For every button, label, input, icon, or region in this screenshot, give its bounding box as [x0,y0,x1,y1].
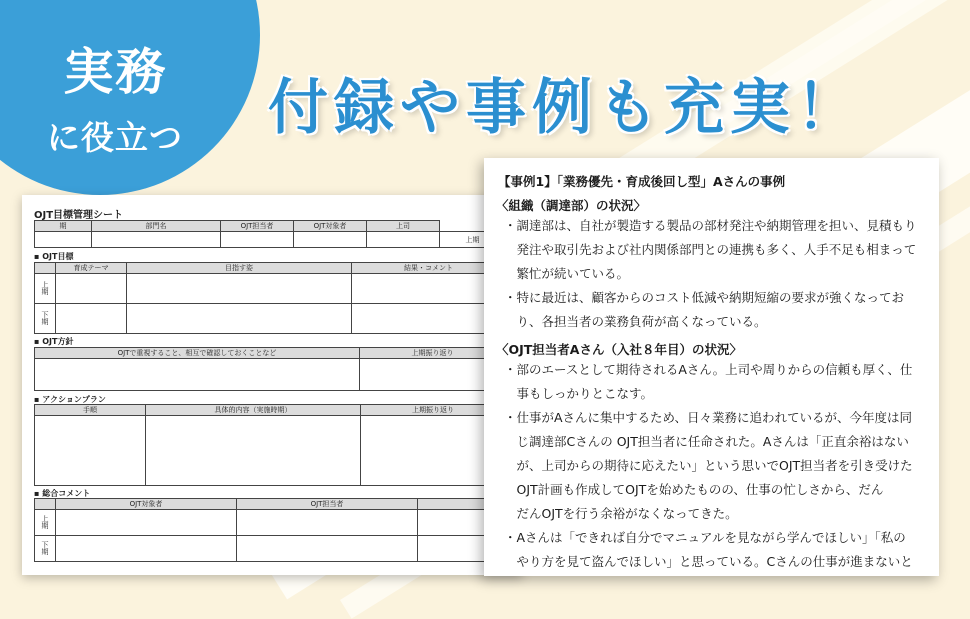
policy-section-title: ▪ OJT方針 [34,337,74,346]
case-title: 【事例1】「業務優先・育成後回し型」Aさんの事例 [498,174,786,189]
case-line: り、各担当者の業務負荷が高くなっている。 [504,314,767,329]
dept-header: 部門名 [92,221,221,232]
action-table [34,404,506,486]
boss-header: 上司 [367,221,440,232]
case-line: やり方を見て盗んでほしい」と思っている。Cさんの仕事が進まないと [504,554,913,569]
case-line: 発注や取引先および社内関係部門との連携も多く、人手不足も相まって [504,242,917,257]
summary-table [34,498,506,562]
case-study-page [484,158,939,576]
badge-title: 実務 [63,43,168,101]
policy-review-header: 上期振り返り [360,348,506,359]
leader-status-heading: 〈OJT担当者Aさん（入社８年目）の状況〉 [496,342,742,357]
result-header: 結果・コメント [352,263,506,274]
row-second-half: 下期 [41,310,49,325]
case-line: 繁忙が続いている。 [504,266,630,281]
case-line: 事もしっかりとこなす。 [504,386,654,401]
ojt-target-header: OJT対象者 [294,221,367,232]
org-status-heading: 〈組織（調達部）の状況〉 [496,198,647,213]
method-header: 手順 [35,405,146,416]
case-line: が、上司からの期待に応えたい」という思いでOJT担当者を引き受けた [504,458,913,473]
case-line: じ調達部Cさんの OJT担当者に任命された。Aさんは「正直余裕はない [504,434,909,449]
case-line: ・仕事がAさんに集中するため、日々業務に追われているが、今年度は同 [504,410,913,425]
theme-header: 育成テーマ [56,263,127,274]
period-header: 期 [35,221,92,232]
action-section-title: ▪ アクションプラン [34,395,106,404]
badge-subtitle: に役立つ [47,118,183,157]
boss-cell [367,232,440,248]
detail-header: 具体的内容（実施時期） [146,405,361,416]
headline: 付録や事例も充実！ [268,73,862,143]
case-line: だんOJTを行う余裕がなくなってきた。 [504,506,738,521]
important-header: OJTで重視すること、相互で確認しておくことなど [35,348,360,359]
ojt-leader-header: OJT担当者 [221,221,294,232]
sheet-header-table [34,220,506,248]
case-line: ・特に最近は、顧客からのコスト低減や納期短縮の要求が強くなってお [504,290,905,305]
goal-section-title: ▪ OJT目標 [34,252,74,261]
case-line: ・調達部は、自社が製造する製品の部材発注や納期管理を担い、見積もり [504,218,917,233]
summary-target-header: OJT対象者 [56,499,237,510]
period-cell [35,232,92,248]
summary-section-title: ▪ 総合コメント [34,489,91,498]
case-line: OJT計画も作成してOJTを始めたものの、仕事の忙しさから、だん [504,482,884,497]
action-review-header: 上期振り返り [361,405,506,416]
sheet-title: OJT目標管理シート [34,210,124,221]
ojt-target-cell [294,232,367,248]
summary-row-first-half: 上期 [41,514,49,529]
goal-table [34,262,506,334]
dept-cell [92,232,221,248]
case-line: ・部のエースとして期待されるAさん。上司や周りからの信頼も厚く、仕 [504,362,913,377]
first-half-label: 上期 [440,232,506,248]
ojt-leader-cell [221,232,294,248]
summary-row-second-half: 下期 [41,540,49,555]
ojt-sheet [22,195,522,575]
policy-table [34,347,506,391]
summary-leader-header: OJT担当者 [237,499,418,510]
row-first-half: 上期 [41,280,49,295]
aim-header: 目指す姿 [127,263,352,274]
case-line: ・Aさんは「できれば自分でマニュアルを見ながら学んでほしい」「私の [504,530,906,545]
